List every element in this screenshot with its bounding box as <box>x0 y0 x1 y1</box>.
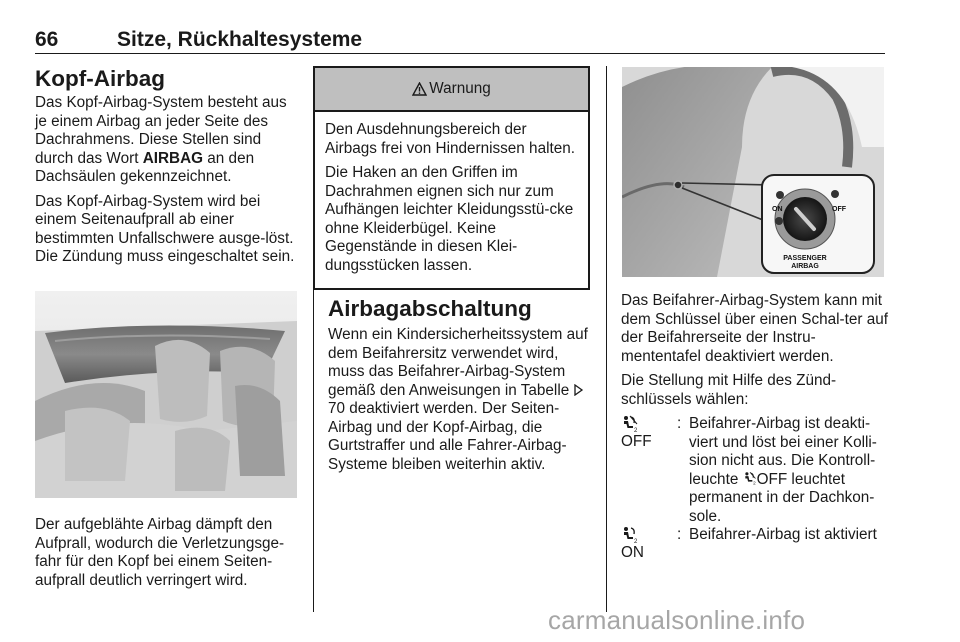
switch-position-list <box>621 415 888 566</box>
curtain-airbag-photo <box>35 291 297 498</box>
svg-text:2: 2 <box>634 539 638 544</box>
switch-position-off <box>621 415 888 526</box>
warning-paragraph-1: Den Ausdehnungsbereich der Airbags frei von Hindernissen halten. <box>325 121 575 157</box>
warning-body <box>315 112 588 275</box>
colon: : <box>677 526 682 543</box>
inline-off-label: OFF <box>756 470 788 488</box>
head-airbag-paragraph-1 <box>35 94 300 187</box>
switch-paragraph-2: Die Stellung mit Hilfe des Zünd-schlüssels wählen: <box>621 372 837 408</box>
text-span: an den Dachsäulen gekennzeichnet. <box>35 149 255 185</box>
deactivation-paragraph <box>328 326 593 474</box>
header-rule <box>35 53 885 54</box>
svg-text:2: 2 <box>634 428 638 433</box>
warning-triangle-icon <box>412 82 427 96</box>
warning-header <box>315 68 588 112</box>
switch-caption-line-2: AIRBAG <box>791 263 819 270</box>
switch-on-label: ON <box>772 206 783 213</box>
column-divider-right <box>606 66 607 612</box>
page-reference-link[interactable]: 70 <box>328 400 346 417</box>
photo-caption: Der aufgeblähte Airbag dämpft den Aufprall, wodurch die Verletzungsge-fahr für den Kopf bei einem Seiten-aufprall deutlich verringert wird. <box>35 516 285 589</box>
svg-text:2: 2 <box>752 480 756 486</box>
airbag-off-icon <box>743 471 757 486</box>
warning-title: Warnung <box>429 80 491 97</box>
page-reference-arrow-icon <box>574 384 584 396</box>
airbag-on-icon <box>621 526 639 544</box>
def-term <box>621 415 661 452</box>
airbag-keyword: AIRBAG <box>142 149 204 167</box>
switch-paragraph-1: Das Beifahrer-Airbag-System kann mit dem Schlüssel über einen Schal-ter auf der Beifahrerseite der Instru-mententafel deaktiviert werden. <box>621 292 888 365</box>
middle-column <box>328 296 593 480</box>
colon: : <box>677 415 682 432</box>
watermark: carmanualsonline.info <box>548 605 806 635</box>
switch-off-description <box>689 415 888 526</box>
switch-on-description: Beifahrer-Airbag ist aktiviert <box>689 526 877 543</box>
switch-on-term: ON <box>621 544 644 561</box>
airbag-switch-photo <box>622 67 884 277</box>
chapter-title: Sitze, Rückhaltesysteme <box>117 28 363 51</box>
switch-caption-line-1: PASSENGER <box>783 255 827 262</box>
page-number: 66 <box>35 28 59 51</box>
right-column <box>621 292 888 566</box>
head-airbag-paragraph-2: Das Kopf-Airbag-System wird bei einem Seitenaufprall ab einer bestimmten Unfallschwere ausge-löst. Die Zündung muss eingeschaltet sein. <box>35 192 295 265</box>
text-span: Das Kopf-Airbag-System besteht aus je einem Airbag an jeder Seite des Dachrahmens. Diese Stellen sind durch das Wort <box>35 94 287 167</box>
switch-off-label: OFF <box>832 206 846 213</box>
section-heading-airbag-deactivation: Airbagabschaltung <box>328 296 532 321</box>
text-span: deaktiviert werden. Der Seiten-Airbag und der Kopf-Airbag, die Gurtstraffer und alle Fahrer-Airbag-Systeme bleiben weiterhin aktiv. <box>328 400 567 473</box>
text-span: Wenn ein Kindersicherheitssystem auf dem Beifahrersitz verwendet wird, muss das Beifahrer-Airbag-System gemäß den Anweisungen in Tabelle <box>328 326 588 399</box>
warning-paragraph-2: Die Haken an den Griffen im Dachrahmen eignen sich nur zum Aufhängen leichter Kleidungsstü-cke ohne Kleiderbügel. Keine Gegenstände in diesen Klei-dungsstücken lassen. <box>325 164 574 274</box>
airbag-off-icon <box>621 415 639 433</box>
text-span: Beifahrer-Airbag ist deakti-viert und löst bei einer Kolli-sion nicht aus. Die Kontroll-leuchte <box>689 415 877 488</box>
text-span: leuchtet permanent in der Dachkon-sole. <box>689 470 875 525</box>
section-heading-head-airbag: Kopf-Airbag <box>35 66 165 91</box>
def-term <box>621 526 661 563</box>
warning-box <box>313 66 590 290</box>
switch-position-on <box>621 526 888 566</box>
left-column <box>35 66 300 273</box>
switch-off-term: OFF <box>621 433 652 450</box>
